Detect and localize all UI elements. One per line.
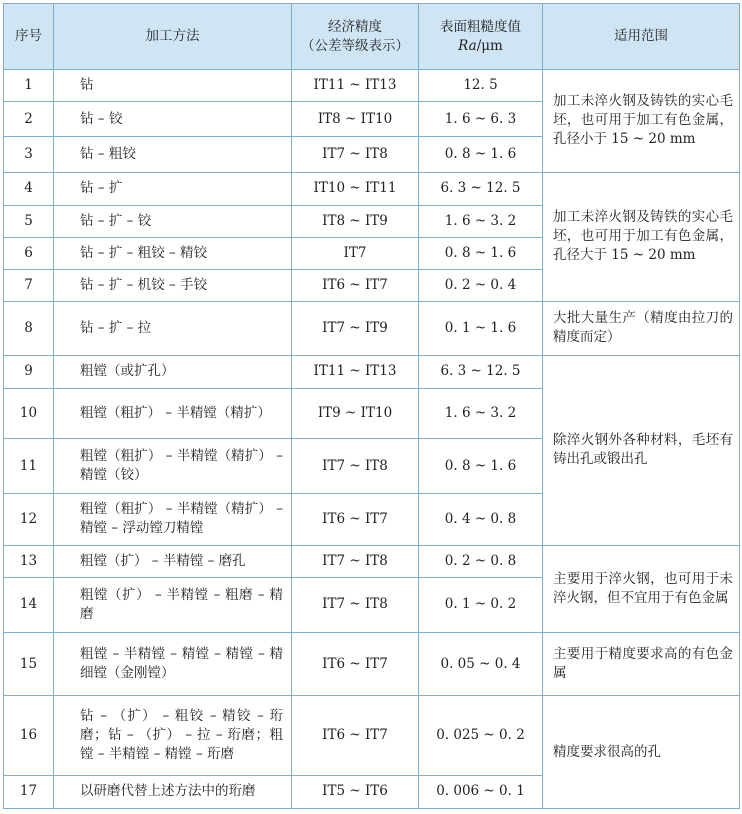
cell-roughness: 1. 6 ~ 3. 2 — [419, 388, 543, 438]
cell-no: 13 — [4, 545, 54, 577]
cell-method: 钻 – 粗铰 — [54, 137, 292, 172]
cell-scope: 精度要求很高的孔 — [543, 696, 740, 809]
cell-method: 钻 – 铰 — [54, 102, 292, 137]
cell-roughness: 0. 8 ~ 1. 6 — [419, 438, 543, 493]
cell-accuracy: IT10 ~ IT11 — [292, 172, 419, 205]
cell-roughness: 0. 05 ~ 0. 4 — [419, 632, 543, 695]
header-row — [4, 4, 740, 70]
cell-roughness: 0. 2 ~ 0. 4 — [419, 270, 543, 302]
cell-no: 2 — [4, 102, 54, 137]
cell-roughness: 6. 3 ~ 12. 5 — [419, 355, 543, 388]
cell-method: 以研磨代替上述方法中的珩磨 — [54, 775, 292, 808]
cell-accuracy: IT6 ~ IT7 — [292, 270, 419, 302]
cell-method: 粗镗（粗扩） – 半精镗（精扩） – 精镗（铰） — [54, 438, 292, 493]
cell-no: 11 — [4, 438, 54, 493]
cell-scope: 除淬火钢外各种材料，毛坯有铸出孔或锻出孔 — [543, 355, 740, 545]
cell-method: 钻 – 扩 – 铰 — [54, 205, 292, 237]
cell-accuracy: IT7 ~ IT8 — [292, 438, 419, 493]
cell-no: 15 — [4, 632, 54, 695]
cell-accuracy: IT7 ~ IT8 — [292, 545, 419, 577]
header-accuracy-line1: 经济精度 — [328, 18, 382, 35]
cell-accuracy: IT11 ~ IT13 — [292, 355, 419, 388]
cell-accuracy: IT6 ~ IT7 — [292, 696, 419, 775]
cell-scope: 主要用于精度要求高的有色金属 — [543, 632, 740, 695]
cell-roughness: 0. 1 ~ 1. 6 — [419, 302, 543, 355]
table-row — [4, 545, 740, 577]
cell-method: 钻 – 扩 — [54, 172, 292, 205]
cell-accuracy: IT7 ~ IT9 — [292, 302, 419, 355]
cell-method: 粗镗（扩） – 半精镗 – 粗磨 – 精磨 — [54, 577, 292, 632]
cell-method: 粗镗（粗扩） – 半精镗（精扩） — [54, 388, 292, 438]
cell-accuracy: IT6 ~ IT7 — [292, 632, 419, 695]
cell-accuracy: IT11 ~ IT13 — [292, 70, 419, 102]
header-method: 加工方法 — [54, 4, 292, 70]
cell-no: 9 — [4, 355, 54, 388]
cell-no: 17 — [4, 775, 54, 808]
cell-method: 钻 – 扩 – 粗铰 – 精铰 — [54, 237, 292, 269]
header-roughness-ra: Ra — [458, 37, 477, 54]
cell-method: 粗镗（粗扩） – 半精镗（精扩） – 精镗 – 浮动镗刀精镗 — [54, 494, 292, 545]
header-no: 序号 — [4, 4, 54, 70]
cell-no: 16 — [4, 696, 54, 775]
cell-roughness: 0. 2 ~ 0. 8 — [419, 545, 543, 577]
table-row — [4, 172, 740, 205]
cell-method: 粗镗（扩） – 半精镗 – 磨孔 — [54, 545, 292, 577]
cell-roughness: 0. 4 ~ 0. 8 — [419, 494, 543, 545]
cell-roughness: 1. 6 ~ 6. 3 — [419, 102, 543, 137]
cell-no: 5 — [4, 205, 54, 237]
cell-accuracy: IT9 ~ IT10 — [292, 388, 419, 438]
cell-accuracy: IT7 ~ IT8 — [292, 577, 419, 632]
table-row — [4, 696, 740, 775]
cell-accuracy: IT7 ~ IT8 — [292, 137, 419, 172]
cell-accuracy: IT8 ~ IT9 — [292, 205, 419, 237]
cell-method: 钻 – （扩） – 粗铰 – 精铰 – 珩磨；钻 – （扩） – 拉 – 珩磨；粗镗 – 半精镗 – 精镗 – 珩磨 — [54, 696, 292, 775]
cell-roughness: 0. 8 ~ 1. 6 — [419, 137, 543, 172]
header-scope: 适用范围 — [543, 4, 740, 70]
cell-accuracy: IT7 — [292, 237, 419, 269]
cell-no: 1 — [4, 70, 54, 102]
header-roughness-unit: /μm — [476, 37, 503, 54]
table-row — [4, 355, 740, 388]
cell-roughness: 0. 8 ~ 1. 6 — [419, 237, 543, 269]
header-accuracy-line2: （公差等级表示） — [301, 37, 409, 54]
cell-no: 7 — [4, 270, 54, 302]
cell-method: 钻 – 扩 – 拉 — [54, 302, 292, 355]
machining-methods-table — [3, 3, 740, 809]
cell-no: 12 — [4, 494, 54, 545]
cell-method: 粗镗 – 半精镗 – 精镗 – 精镗 – 精细镗（金刚镗） — [54, 632, 292, 695]
cell-scope: 加工未淬火钢及铸铁的实心毛坯，也可用于加工有色金属，孔径大于 15 ~ 20 mm — [543, 172, 740, 302]
cell-no: 4 — [4, 172, 54, 205]
cell-roughness: 0. 025 ~ 0. 2 — [419, 696, 543, 775]
cell-scope: 主要用于淬火钢，也可用于未淬火钢，但不宜用于有色金属 — [543, 545, 740, 632]
cell-no: 8 — [4, 302, 54, 355]
cell-roughness: 12. 5 — [419, 70, 543, 102]
table-row — [4, 302, 740, 355]
cell-no: 6 — [4, 237, 54, 269]
table-row — [4, 70, 740, 102]
cell-accuracy: IT5 ~ IT6 — [292, 775, 419, 808]
cell-method: 钻 — [54, 70, 292, 102]
cell-roughness: 6. 3 ~ 12. 5 — [419, 172, 543, 205]
cell-no: 14 — [4, 577, 54, 632]
cell-scope: 加工未淬火钢及铸铁的实心毛坯，也可用于加工有色金属，孔径小于 15 ~ 20 mm — [543, 70, 740, 173]
cell-accuracy: IT6 ~ IT7 — [292, 494, 419, 545]
cell-accuracy: IT8 ~ IT10 — [292, 102, 419, 137]
cell-roughness: 1. 6 ~ 3. 2 — [419, 205, 543, 237]
header-roughness-line1: 表面粗糙度值 — [440, 18, 521, 35]
header-accuracy — [292, 4, 419, 70]
cell-no: 3 — [4, 137, 54, 172]
cell-roughness: 0. 006 ~ 0. 1 — [419, 775, 543, 808]
cell-scope: 大批大量生产（精度由拉刀的精度而定） — [543, 302, 740, 355]
cell-roughness: 0. 1 ~ 0. 2 — [419, 577, 543, 632]
table-row — [4, 632, 740, 695]
cell-method: 钻 – 扩 – 机铰 – 手铰 — [54, 270, 292, 302]
cell-method: 粗镗（或扩孔） — [54, 355, 292, 388]
header-roughness — [419, 4, 543, 70]
cell-no: 10 — [4, 388, 54, 438]
